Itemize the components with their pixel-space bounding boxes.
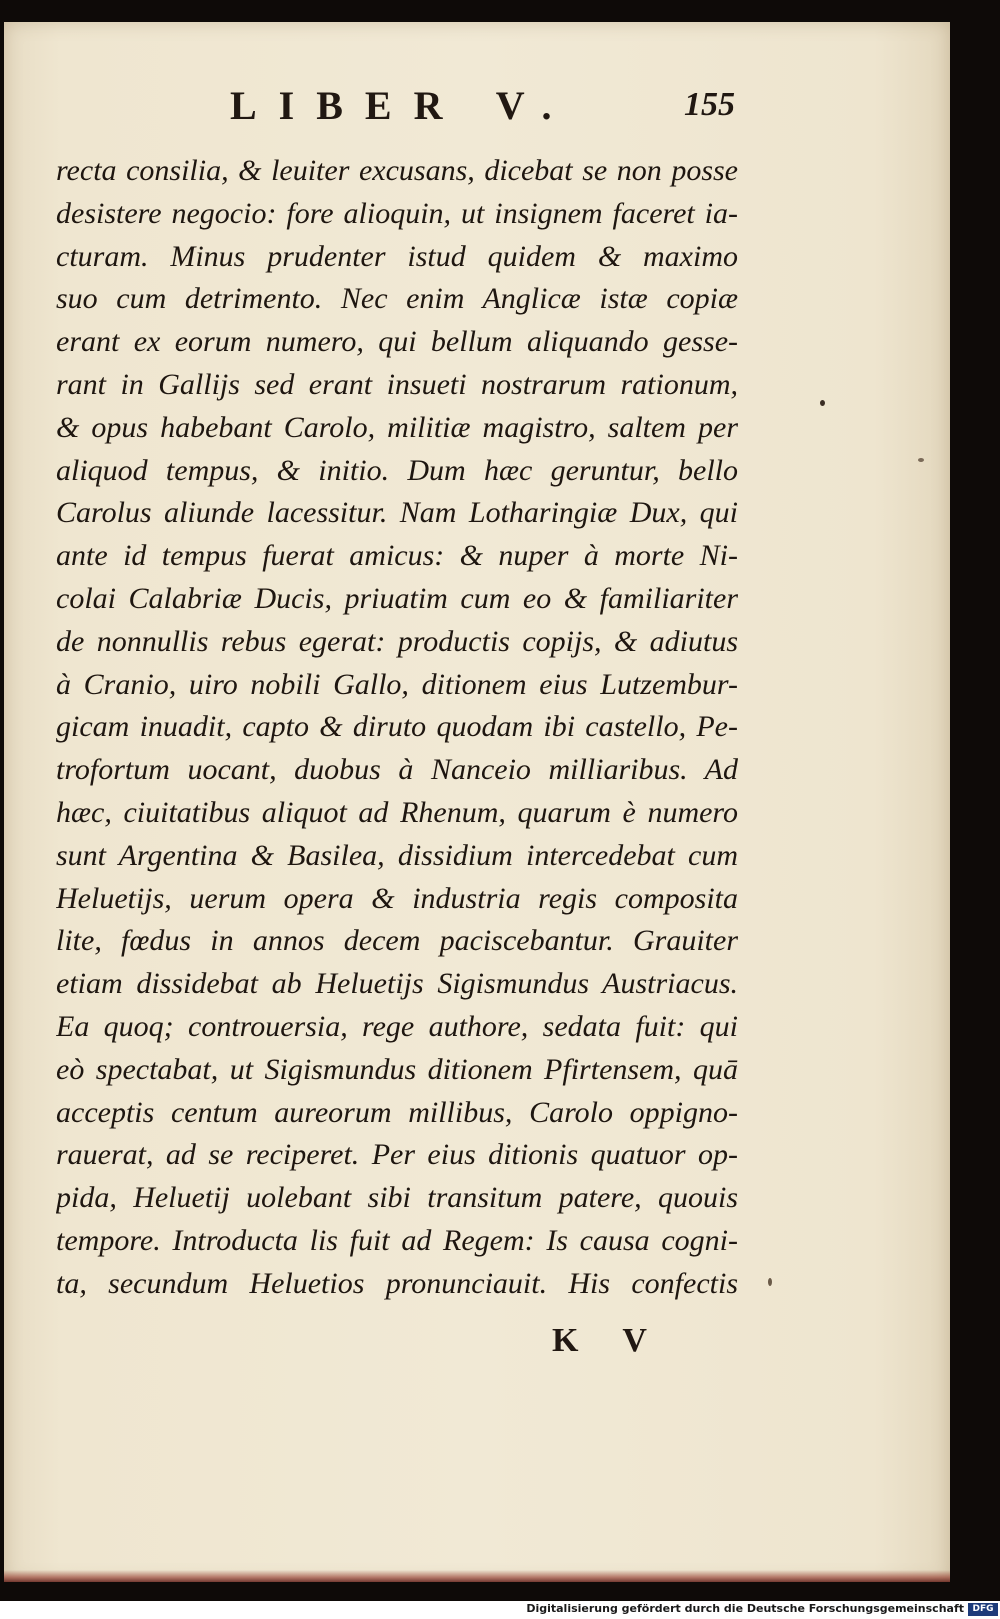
text-line: à Cranio, uiro nobili Gallo, ditionem eius Lutzembur- [56,667,738,701]
text-line: cturam. Minus prudenter istud quidem & maximo [56,239,738,273]
text-line: rauerat, ad se reciperet. Per eius ditionis quatuor op- [56,1138,738,1172]
text-line: eò spectabat, ut Sigismundus ditionem Pfirtensem, quā [56,1052,738,1086]
text-line: acceptis centum aureorum millibus, Carolo oppigno- [56,1095,738,1129]
dfg-logo: DFG [968,1603,998,1616]
text-line: colai Calabriæ Ducis, priuatim cum eo & familiariter [56,582,738,615]
text-line: sunt Argentina & Basilea, dissidium intercedebat cum [56,838,738,872]
text-line: desistere negocio: fore alioquin, ut insignem faceret ia- [56,196,738,230]
running-title: LIBER V. [230,83,574,128]
text-line: lite, fœdus in annos decem paciscebantur. Grauiter [56,924,738,958]
text-line: Ea quoq; controuersia, rege authore, sedata fuit: qui [56,1010,738,1043]
text-line: & opus habebant Carolo, militiæ magistro, saltem per [56,410,738,444]
running-head [4,82,950,132]
text-line: rant in Gallijs sed erant insueti nostrarum rationum, [56,368,738,401]
text-line: trofortum uocant, duobus à Nanceio milliaribus. Ad [56,753,738,787]
footer-bar [0,1601,1000,1619]
text-line: etiam dissidebat ab Heluetijs Sigismundus Austriacus. [56,967,738,1001]
text-line: de nonnullis rebus egerat: productis copijs, & adiutus [56,624,738,658]
ink-speck [820,400,825,406]
text-line: ante id tempus fuerat amicus: & nuper à morte Ni- [56,539,738,573]
signature-mark: K V [552,1322,665,1359]
text-line: aliquod tempus, & initio. Dum hæc geruntur, bello [56,453,738,487]
text-line: Carolus aliunde lacessitur. Nam Lotharingiæ Dux, qui [56,496,738,530]
text-line: recta consilia, & leuiter excusans, dicebat se non posse [56,154,738,187]
ink-speck [768,1278,772,1286]
book-page [4,22,950,1582]
page-edge-stain [4,1570,950,1582]
footer-credit: Digitalisierung gefördert durch die Deutsche Forschungsgemeinschaft [526,1602,964,1615]
text-line: tempore. Introducta lis fuit ad Regem: Is causa cogni- [56,1224,738,1257]
text-line: hæc, ciuitatibus aliquot ad Rhenum, quarum è numero [56,796,738,829]
text-line: suo cum detrimento. Nec enim Anglicæ istæ copiæ [56,282,738,316]
page-number: 155 [684,86,735,123]
ink-speck [918,458,924,462]
body-text [56,150,738,1320]
text-line: erant ex eorum numero, qui bellum aliquando gesse- [56,325,738,359]
text-line: pida, Heluetij uolebant sibi transitum patere, quouis [56,1181,738,1215]
text-line: gicam inuadit, capto & diruto quodam ibi castello, Pe- [56,710,738,744]
text-line: ta, secundum Heluetios pronunciauit. His confectis [56,1266,738,1300]
text-line: Heluetijs, uerum opera & industria regis composita [56,881,738,915]
